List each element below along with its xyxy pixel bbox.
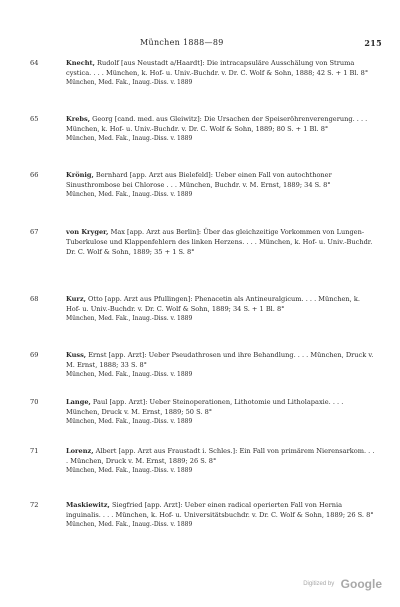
entry-body: [66, 350, 375, 370]
entry-text: Ernst [app. Arzt]: Ueber Pseudathrosen und ihre Behandlung. . . . München, Druck v. M. Ernst, 1888; 33 S. 8°: [66, 351, 374, 370]
bibliography-entry-66: [30, 170, 375, 199]
entry-text: Paul [app. Arzt]: Ueber Steinoperationen, Lithotomie und Litholapaxie. . . . München, Druck v. M. Ernst, 1889; 50 S. 8°: [66, 398, 344, 417]
entry-number: 64: [30, 59, 39, 67]
entry-note: München, Med. Fak., Inaug.-Diss. v. 1889: [66, 79, 193, 87]
bibliography-entry-67: [30, 227, 375, 258]
google-logo: Google: [340, 576, 382, 591]
entry-body: [66, 114, 375, 134]
entry-number: 72: [30, 501, 39, 509]
entry-note: München, Med. Fak., Inaug.-Diss. v. 1889: [66, 467, 193, 475]
author-name: Krebs,: [66, 115, 91, 123]
entry-note: München, Med. Fak., Inaug.-Diss. v. 1889: [66, 521, 193, 529]
entry-text: Albert [app. Arzt aus Fraustadt i. Schles.]: Ein Fall von primärem Nierensarkom. . . . München, Druck v. M. Ernst, 1889; 26 S. 8°: [66, 447, 375, 466]
entry-note: München, Med. Fak., Inaug.-Diss. v. 1889: [66, 418, 193, 426]
entry-number: 68: [30, 295, 39, 303]
bibliography-entry-72: [30, 500, 375, 529]
entry-text: Georg [cand. med. aus Gleiwitz]: Die Ursachen der Speiseröhrenverengerung. . . . München, k. Hof- u. Univ.-Buchdr. v. Dr. C. Wolf & Sohn, 1889; 80 S. + 1 Bl. 8°: [66, 115, 368, 134]
entry-note: München, Med. Fak., Inaug.-Diss. v. 1889: [66, 315, 193, 323]
entry-number: 66: [30, 171, 39, 179]
author-name: Krönig,: [66, 171, 94, 179]
entry-number: 69: [30, 351, 39, 359]
entry-text: Rudolf [aus Neustadt a/Haardt]: Die intracapsuläre Ausschälung von Struma cystica. . . . München, k. Hof- u. Univ.-Buchdr. v. Dr. C. Wolf & Sohn, 1888; 42 S. + 1 Bl. 8°: [66, 59, 369, 78]
entry-text: Otto [app. Arzt aus Pfullingen]: Phenacetin als Antineuralgicum. . . . München, k. Hof- u. Univ.-Buchdr. v. Dr. C. Wolf & Sohn, 1889; 34 S. + 1 Bl. 8°: [66, 295, 360, 314]
bibliography-entry-69: [30, 350, 375, 379]
entry-body: [66, 446, 375, 466]
author-name: von Kryger,: [66, 228, 109, 236]
entry-body: [66, 500, 375, 520]
author-name: Kuss,: [66, 351, 87, 359]
bibliography-entry-68: [30, 294, 375, 323]
entry-number: 71: [30, 447, 39, 455]
entry-text: Siegfried [app. Arzt]: Ueber einen radical operierten Fall von Hernia inguinalis. . . . München, k. Hof- u. Universitätsbuchdr. v. Dr. C. Wolf & Sohn, 1889; 26 S. 8°: [66, 501, 374, 520]
entry-text: Max [app. Arzt aus Berlin]: Über das gleichzeitige Vorkommen von Lungen-Tuberkulose und Klappenfehlern des linken Herzens. . . . München, k. Hof- u. Univ.-Buchdr. Dr. C. Wolf & Sohn, 1889; 35 + 1 S. 8°: [66, 228, 373, 257]
bibliography-entry-64: [30, 58, 375, 87]
entry-body: [66, 227, 375, 258]
entry-number: 65: [30, 115, 39, 123]
entry-number: 67: [30, 228, 39, 236]
entry-number: 70: [30, 398, 39, 406]
running-title: München 1888—89: [140, 38, 224, 47]
entry-body: [66, 294, 375, 314]
author-name: Maskiewitz,: [66, 501, 110, 509]
entry-text: Bernhard [app. Arzt aus Bielefeld]: Ueber einen Fall von autochthoner Sinusthrombose bei Chlorose . . . München, Buchdr. v. M. Ernst, 1889; 34 S. 8°: [66, 171, 332, 190]
author-name: Lorenz,: [66, 447, 94, 455]
entry-note: München, Med. Fak., Inaug.-Diss. v. 1889: [66, 371, 193, 379]
author-name: Lange,: [66, 398, 91, 406]
entry-body: [66, 397, 375, 417]
bibliography-entry-65: [30, 114, 375, 143]
author-name: Knecht,: [66, 59, 95, 67]
entry-note: München, Med. Fak., Inaug.-Diss. v. 1889: [66, 191, 193, 199]
bibliography-entry-70: [30, 397, 375, 426]
bibliography-entry-71: [30, 446, 375, 475]
digitization-watermark: [303, 575, 382, 593]
page-header: [30, 38, 382, 50]
author-name: Kurz,: [66, 295, 86, 303]
page-number: 215: [364, 38, 382, 48]
watermark-caption: Digitized by: [303, 580, 335, 587]
entry-body: [66, 170, 375, 190]
entry-body: [66, 58, 375, 78]
entry-note: München, Med. Fak., Inaug.-Diss. v. 1889: [66, 135, 193, 143]
